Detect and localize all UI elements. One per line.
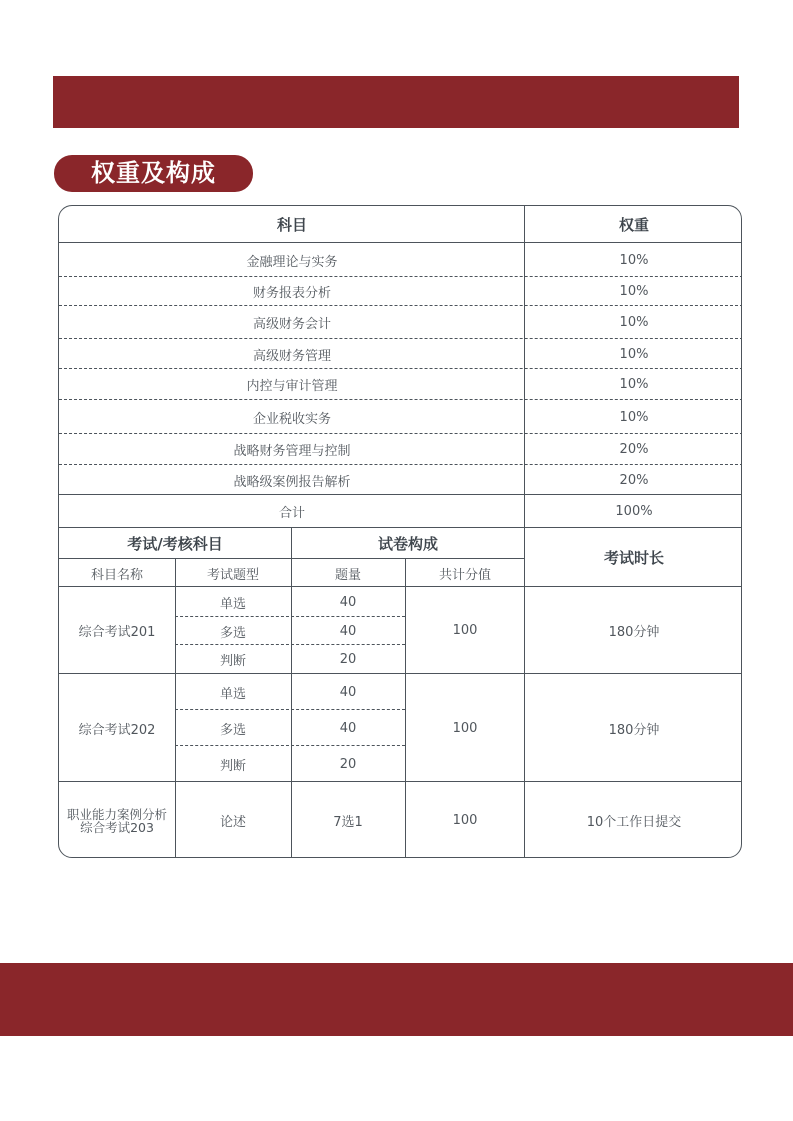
header-subject: 科目 <box>276 216 307 234</box>
exam-score: 100 <box>452 623 478 638</box>
exam-name: 综合考试201 <box>78 625 156 640</box>
header-weight: 权重 <box>618 216 649 234</box>
section-title: 权重及构成 <box>54 155 253 192</box>
subject-cell: 企业税收实务 <box>252 411 331 427</box>
weights-and-exam-table <box>58 205 742 858</box>
question-count: 40 <box>339 720 357 736</box>
question-count: 20 <box>339 652 357 667</box>
exam-name-line1: 职业能力案例分析 <box>66 806 167 822</box>
subheader-score: 共计分值 <box>438 567 491 583</box>
subheader-type: 考试题型 <box>206 567 259 583</box>
subject-cell: 高级财务管理 <box>252 348 331 364</box>
weight-cell: 10% <box>619 252 649 268</box>
group-header-paper: 试卷构成 <box>377 535 438 553</box>
exam-score: 100 <box>452 813 478 828</box>
exam-duration: 10个工作日提交 <box>586 815 682 830</box>
weight-cell: 10% <box>619 284 649 299</box>
exam-duration: 180分钟 <box>608 625 660 640</box>
subject-cell: 战略级案例报告解析 <box>233 474 351 490</box>
question-type: 单选 <box>219 596 246 612</box>
weight-cell: 20% <box>619 472 649 488</box>
total-label: 合计 <box>278 506 305 521</box>
exam-duration: 180分钟 <box>608 722 660 738</box>
question-count: 20 <box>339 756 357 772</box>
question-type: 单选 <box>219 686 246 702</box>
question-count: 40 <box>339 684 357 700</box>
group-header-duration: 考试时长 <box>603 549 664 567</box>
weight-cell: 10% <box>619 409 649 425</box>
exam-score: 100 <box>452 720 478 736</box>
exam-name <box>59 782 175 858</box>
group-header-subjects: 考试/考核科目 <box>127 535 223 553</box>
weight-cell: 10% <box>619 377 649 392</box>
subject-cell: 战略财务管理与控制 <box>233 444 351 459</box>
question-type: 多选 <box>219 625 246 641</box>
question-count: 7选1 <box>333 815 363 830</box>
footer-band <box>0 963 793 1036</box>
question-type: 多选 <box>219 722 246 738</box>
subheader-count: 题量 <box>334 567 361 583</box>
subheader-name: 科目名称 <box>90 567 143 583</box>
subject-cell: 内控与审计管理 <box>246 379 338 394</box>
question-count: 40 <box>339 594 357 610</box>
question-type: 论述 <box>219 815 246 830</box>
exam-name: 综合考试202 <box>78 722 156 738</box>
weight-cell: 10% <box>619 346 649 362</box>
question-count: 40 <box>339 623 357 639</box>
total-value: 100% <box>615 504 653 519</box>
question-type: 判断 <box>219 758 246 774</box>
subject-cell: 财务报表分析 <box>252 286 331 301</box>
weight-cell: 10% <box>619 315 649 330</box>
question-type: 判断 <box>219 654 246 669</box>
header-band <box>53 76 739 128</box>
weight-cell: 20% <box>619 442 649 457</box>
subject-cell: 金融理论与实务 <box>246 254 338 270</box>
subject-cell: 高级财务会计 <box>252 317 331 332</box>
exam-name-line2: 综合考试203 <box>80 819 154 835</box>
